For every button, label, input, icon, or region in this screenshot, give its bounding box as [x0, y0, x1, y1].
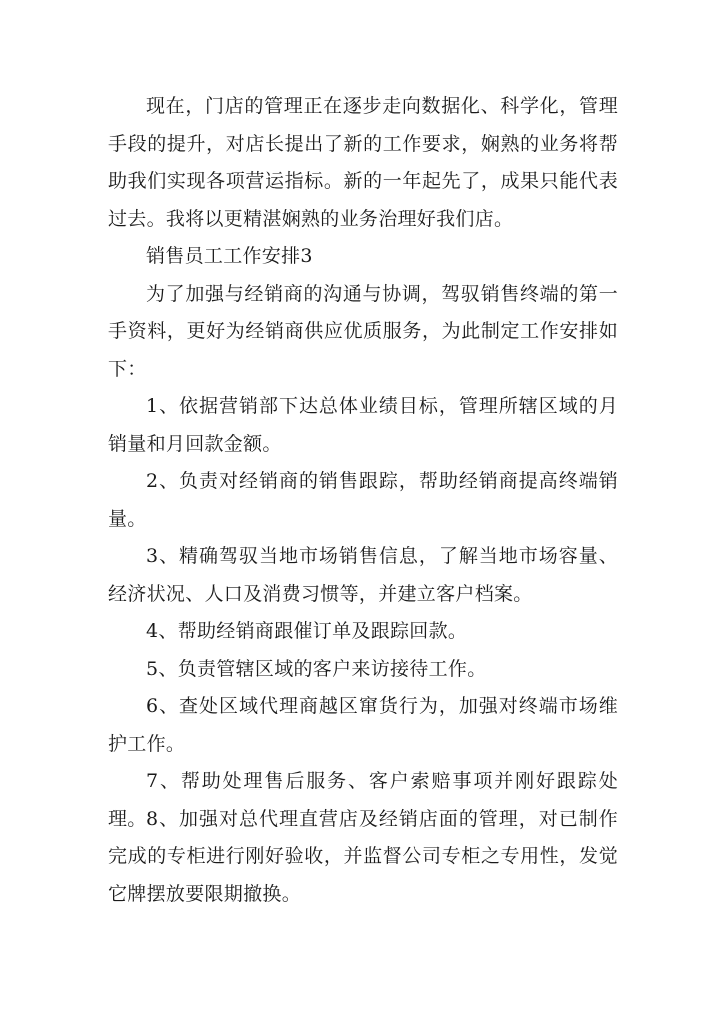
list-item-1: 1、依据营销部下达总体业绩目标，管理所辖区域的月销量和月回款金额。 — [108, 395, 618, 455]
list-item-2: 2、负责对经销商的销售跟踪，帮助经销商提高终端销量。 — [108, 470, 618, 530]
list-item-6: 6、查处区域代理商越区窜货行为，加强对终端市场维护工作。 — [108, 695, 618, 755]
list-item-4: 4、帮助经销商跟催订单及跟踪回款。 — [146, 620, 468, 642]
list-item-7: 7、帮助处理售后服务、客户索赔事项并刚好跟踪处理。 — [108, 770, 618, 830]
section-heading: 销售员工工作安排3 — [146, 245, 313, 267]
section-intro-paragraph: 为了加强与经销商的沟通与协调，驾驭销售终端的第一手资料，更好为经销商供应优质服务，为此制定工作安排如下： — [108, 282, 618, 380]
list-item-8: 8、加强对总代理直营店及经销店面的管理，对已制作完成的专柜进行刚好验收，并监督公司专柜之专用性，发觉它牌摆放要限期撤换。 — [108, 807, 618, 905]
list-item-5: 5、负责管辖区域的客户来访接待工作。 — [146, 657, 487, 680]
intro-paragraph: 现在，门店的管理正在逐步走向数据化、科学化，管理手段的提升，对店长提出了新的工作要求，娴熟的业务将帮助我们实现各项营运指标。新的一年起先了，成果只能代表过去。我将以更精湛娴熟的业务治理好我们店。 — [108, 95, 618, 230]
list-item-3: 3、精确驾驭当地市场销售信息，了解当地市场容量、经济状况、人口及消费习惯等，并建立客户档案。 — [108, 545, 618, 605]
